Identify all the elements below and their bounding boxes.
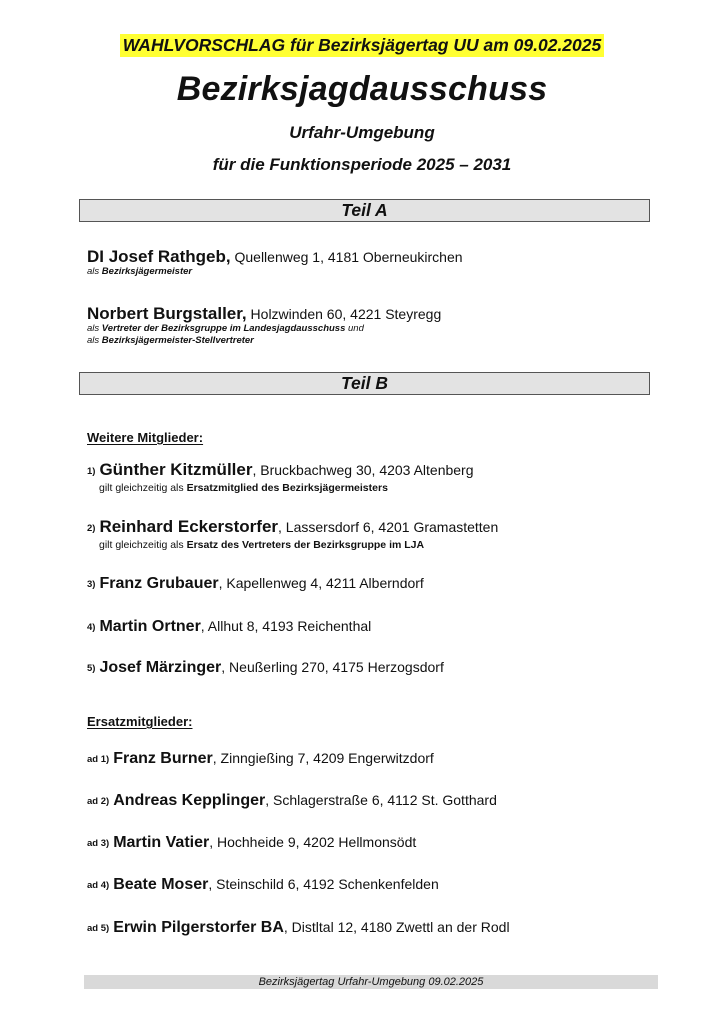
substitutes-heading: Ersatzmitglieder: bbox=[87, 714, 193, 729]
member-number: 5) bbox=[87, 663, 96, 674]
substitute-name: Andreas Kepplinger bbox=[113, 792, 266, 809]
member-name: Franz Grubauer bbox=[99, 575, 219, 592]
entry-role: Vertreter der Bezirksgruppe im Landesjagdausschuss bbox=[101, 323, 346, 334]
role2-prefix: als bbox=[87, 335, 100, 346]
teil-a-entry-1 bbox=[87, 248, 463, 278]
substitute-address: , Distltal 12, 4180 Zwettl an der Rodl bbox=[283, 919, 510, 935]
substitute-address: , Zinngießing 7, 4209 Engerwitzdorf bbox=[212, 750, 434, 766]
substitute-entry-3 bbox=[87, 833, 416, 853]
member-entry-2 bbox=[87, 518, 498, 552]
district-subtitle: Urfahr-Umgebung bbox=[289, 123, 435, 142]
substitute-entry-5 bbox=[87, 918, 510, 938]
member-name: Martin Ortner bbox=[99, 618, 201, 635]
member-note: Ersatzmitglied des Bezirksjägermeisters bbox=[186, 482, 388, 494]
note-prefix: gilt gleichzeitig als bbox=[99, 482, 184, 494]
entry-address: Holzwinden 60, 4221 Steyregg bbox=[250, 306, 442, 322]
section-teil-a: Teil A bbox=[79, 199, 650, 222]
member-number: 3) bbox=[87, 579, 96, 590]
member-number: 4) bbox=[87, 622, 96, 633]
member-note: Ersatz des Vertreters der Bezirksgruppe im LJA bbox=[186, 539, 425, 551]
substitute-address: , Steinschild 6, 4192 Schenkenfelden bbox=[208, 876, 439, 892]
member-entry-5 bbox=[87, 658, 444, 678]
member-number: 1) bbox=[87, 466, 96, 477]
substitute-name: Martin Vatier bbox=[113, 834, 210, 851]
note-prefix: gilt gleichzeitig als bbox=[99, 539, 184, 551]
section-teil-b: Teil B bbox=[79, 372, 650, 395]
member-address: , Kapellenweg 4, 4211 Alberndorf bbox=[218, 575, 424, 591]
substitute-number: ad 5) bbox=[87, 923, 110, 934]
substitute-address: , Hochheide 9, 4202 Hellmonsödt bbox=[209, 834, 417, 850]
entry-role: Bezirksjägermeister bbox=[101, 266, 193, 277]
member-address: , Allhut 8, 4193 Reichenthal bbox=[200, 618, 372, 634]
member-entry-1 bbox=[87, 461, 474, 495]
member-entry-4 bbox=[87, 617, 371, 637]
substitute-name: Beate Moser bbox=[113, 876, 209, 893]
substitute-number: ad 4) bbox=[87, 880, 110, 891]
substitute-name: Erwin Pilgerstorfer BA bbox=[113, 919, 284, 936]
members-heading: Weitere Mitglieder: bbox=[87, 430, 204, 445]
entry-name: Norbert Burgstaller, bbox=[87, 304, 247, 323]
substitute-number: ad 2) bbox=[87, 796, 110, 807]
member-number: 2) bbox=[87, 523, 96, 534]
banner-row bbox=[0, 34, 724, 57]
entry-name: DI Josef Rathgeb, bbox=[87, 247, 231, 266]
member-name: Günther Kitzmüller bbox=[99, 460, 253, 479]
entry-address: Quellenweg 1, 4181 Oberneukirchen bbox=[234, 249, 463, 265]
election-banner: WAHLVORSCHLAG für Bezirksjägertag UU am 09.02.2025 bbox=[120, 34, 605, 57]
substitute-number: ad 3) bbox=[87, 838, 110, 849]
substitute-entry-4 bbox=[87, 875, 439, 895]
member-name: Reinhard Eckerstorfer bbox=[99, 517, 279, 536]
role-prefix: als bbox=[87, 266, 100, 277]
member-address: , Lassersdorf 6, 4201 Gramastetten bbox=[278, 519, 499, 535]
page-footer: Bezirksjägertag Urfahr-Umgebung 09.02.2025 bbox=[84, 975, 658, 989]
substitute-number: ad 1) bbox=[87, 754, 110, 765]
substitute-entry-2 bbox=[87, 791, 497, 811]
role-suffix: und bbox=[348, 323, 364, 334]
member-entry-3 bbox=[87, 574, 424, 594]
substitute-name: Franz Burner bbox=[113, 750, 213, 767]
member-address: , Bruckbachweg 30, 4203 Altenberg bbox=[252, 462, 474, 478]
role-prefix: als bbox=[87, 323, 100, 334]
member-address: , Neußerling 270, 4175 Herzogsdorf bbox=[221, 659, 444, 675]
substitute-address: , Schlagerstraße 6, 4112 St. Gotthard bbox=[265, 792, 497, 808]
period-subtitle: für die Funktionsperiode 2025 – 2031 bbox=[212, 155, 512, 174]
entry-role2: Bezirksjägermeister-Stellvertreter bbox=[101, 335, 254, 346]
substitute-entry-1 bbox=[87, 749, 434, 769]
page-title: Bezirksjagdausschuss bbox=[176, 70, 548, 108]
teil-a-entry-2 bbox=[87, 305, 441, 347]
member-name: Josef Märzinger bbox=[99, 659, 222, 676]
